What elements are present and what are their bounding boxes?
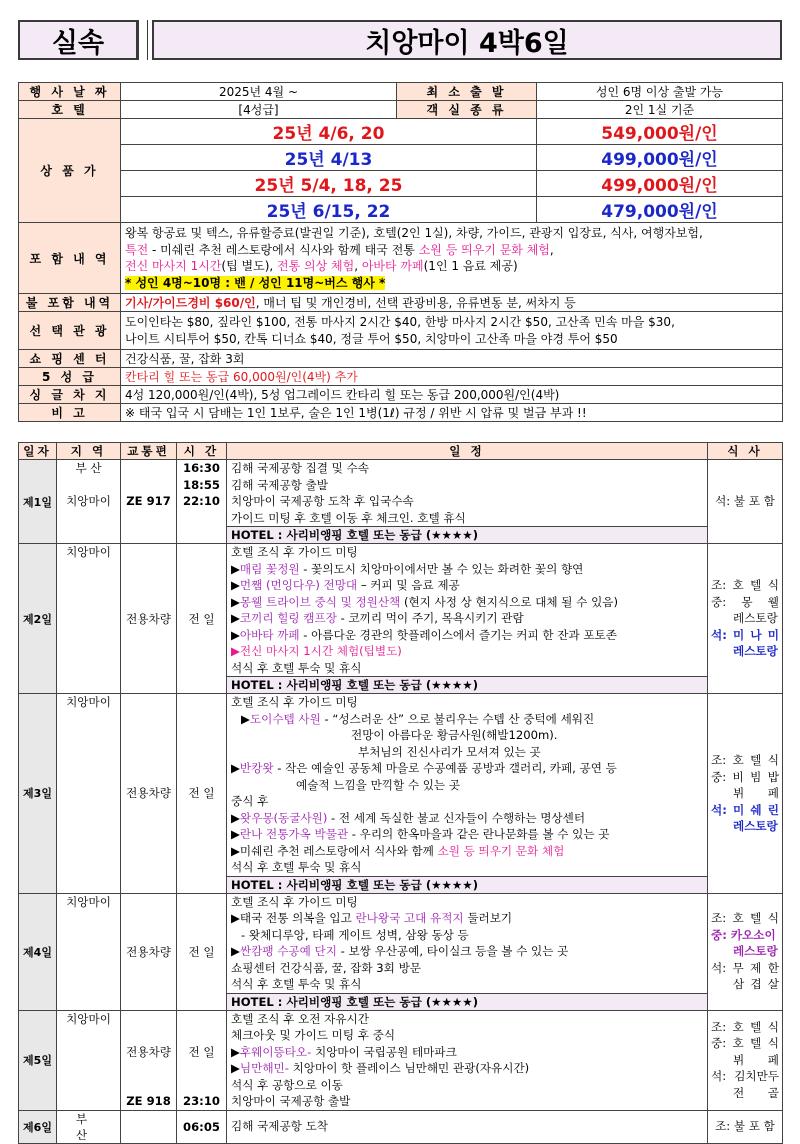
room-label: 객 실 종 류	[397, 101, 537, 119]
meal-cell: 조: 호 텔 식 중: 카오소이 레스토랑 석: 무 제 한 삼 겹 살	[708, 893, 783, 1010]
day-label: 제4일	[19, 893, 57, 1010]
include-label: 포 함 내 역	[19, 223, 121, 294]
price-date: 25년 5/4, 18, 25	[121, 171, 537, 197]
col-region: 지 역	[57, 443, 121, 460]
hotel-line: HOTEL : 사리비앵핑 호텔 또는 동급 (★★★★)	[227, 676, 707, 693]
price-date: 25년 4/6, 20	[121, 119, 537, 145]
option-value: 도이인타논 $80, 짚라인 $100, 전통 마사지 2시간 $40, 한방 마사지 2시간 $50, 고산족 민속 마을 $30, 나이트 시티투어 $50, 칸톡 디너쇼 $40, 정글 투어 $50, 치앙마이 고산족 마을 야경 투어 $50	[121, 312, 783, 350]
region-cell: 치앙마이	[57, 1010, 121, 1110]
time-cell: 06:05	[177, 1110, 227, 1143]
note-label: 비 고	[19, 404, 121, 422]
day-row	[19, 893, 783, 1010]
shop-value: 건강식품, 꿀, 잡화 3회	[121, 350, 783, 368]
transport-cell	[121, 1110, 177, 1143]
region-cell: 부 산	[57, 1110, 121, 1143]
transport-cell: 전용차량	[121, 544, 177, 694]
five-star-value: 칸타리 힐 또는 동급 60,000원/인(4박) 추가	[121, 368, 783, 386]
day-row	[19, 460, 783, 544]
shop-label: 쇼 핑 센 터	[19, 350, 121, 368]
option-label: 선 택 관 광	[19, 312, 121, 350]
include-value: 왕복 항공료 및 텍스, 유류할증료(발권일 기준), 호텔(2인 1실), 차량, 가이드, 관광지 입장료, 식사, 여행자보험, 특전 - 미쉐린 추천 레스토랑에서 식사와 함께 태국 전통 소원 등 띄우기 문화 체험, 전신 마사지 1시간(팁 별도), 전통 의상 체험, 아바타 까페(1인 1 음료 제공) * 성인 4명~10명 : 밴 / 성인 11명~버스 행사 *	[121, 223, 783, 294]
departure-value: 2025년 4월 ~	[121, 83, 397, 101]
transport-cell: 전용차량	[121, 893, 177, 1010]
meal-cell: 조: 호 텔 식 중: 몽 웰 레스토랑 석: 미 나 미 레스토랑	[708, 544, 783, 694]
price-amount: 499,000원/인	[537, 171, 783, 197]
min-label: 최 소 출 발	[397, 83, 537, 101]
day-row	[19, 544, 783, 694]
price-date: 25년 6/15, 22	[121, 197, 537, 223]
col-time: 시 간	[177, 443, 227, 460]
col-meal: 식 사	[708, 443, 783, 460]
single-label: 싱 글 차 지	[19, 386, 121, 404]
five-star-label: 5 성 급	[19, 368, 121, 386]
day-row	[19, 1010, 783, 1110]
hotel-value: [4성급]	[121, 101, 397, 119]
itinerary-table	[18, 442, 783, 1144]
page-title: 치앙마이 4박6일	[152, 20, 782, 60]
meal-cell: 조: 호 텔 식 중: 호 텔 식 뷔 페 석: 김치만두 전 골	[708, 1010, 783, 1110]
vehicle-note: * 성인 4명~10명 : 밴 / 성인 11명~버스 행사 *	[125, 275, 386, 290]
time-cell: 전 일	[177, 694, 227, 894]
tag-label: 실속	[18, 20, 138, 60]
region-cell: 치앙마이	[57, 694, 121, 894]
time-cell: 전 일 23:10	[177, 1010, 227, 1110]
price-amount: 499,000원/인	[537, 145, 783, 171]
hotel-label: 호 텔	[19, 101, 121, 119]
time-cell: 16:30 18:55 22:10	[177, 460, 227, 544]
day-label: 제3일	[19, 694, 57, 894]
schedule-cell: 호텔 조식 후 가이드 미팅 ▶매림 꽃정원 - 꽃의도시 치앙마이에서만 볼 수 있는 화려한 꽃의 향연 ▶먼쨈 (먼잉다우) 전망대 – 커피 및 음료 제공 ▶몽웰 트라이브 중식 및 정원산책 (현지 사정 상 현지식으로 대체 될 수 있음) ▶코끼리 힐링 캠프장 - 코끼리 먹이 주기, 목욕시키기 관람 ▶아바타 까페 - 아름다운 경관의 핫플레이스에서 즐기는 커피 한 잔과 포토존 ▶전신 마사지 1시간 체험(팁별도) 석식 후 호텔 투숙 및 휴식 HOTEL : 사리비앵핑 호텔 또는 동급 (★★★★)	[227, 544, 708, 694]
day-label: 제5일	[19, 1010, 57, 1110]
room-value: 2인 1실 기준	[537, 101, 783, 119]
day-label: 제6일	[19, 1110, 57, 1143]
region-cell: 부 산 치앙마이	[57, 460, 121, 544]
meal-cell: 석: 불 포 함	[708, 460, 783, 544]
time-cell: 전 일	[177, 893, 227, 1010]
transport-cell: ZE 917	[121, 460, 177, 544]
price-amount: 479,000원/인	[537, 197, 783, 223]
region-cell: 치앙마이	[57, 893, 121, 1010]
time-cell: 전 일	[177, 544, 227, 694]
exclude-value: 기사/가이드경비 $60/인, 매너 팁 및 개인경비, 선택 관광비용, 유류변동 분, 써차지 등	[121, 294, 783, 312]
price-date: 25년 4/13	[121, 145, 537, 171]
meal-cell: 조: 불 포 함	[708, 1110, 783, 1143]
day-row	[19, 694, 783, 894]
schedule-cell: 김해 국제공항 도착	[227, 1110, 708, 1143]
hotel-line: HOTEL : 사리비앵핑 호텔 또는 동급 (★★★★)	[227, 876, 707, 893]
region-cell: 치앙마이	[57, 544, 121, 694]
single-value: 4성 120,000원/인(4박), 5성 업그레이드 칸타리 힐 또는 동급 200,000원/인(4박)	[121, 386, 783, 404]
schedule-cell: 김해 국제공항 집결 및 수속 김해 국제공항 출발 치앙마이 국제공항 도착 후 입국수속 가이드 미팅 후 호텔 이동 후 체크인. 호텔 휴식 HOTEL : 사리비앵핑 호텔 또는 동급 (★★★★)	[227, 460, 708, 544]
day-row	[19, 1110, 783, 1143]
meal-cell: 조: 호 텔 식 중: 비 빔 밥 뷔 페 석: 미 쉐 린 레스토랑	[708, 694, 783, 894]
departure-label: 행 사 날 짜	[19, 83, 121, 101]
day-label: 제2일	[19, 544, 57, 694]
price-label: 상 품 가	[19, 119, 121, 223]
schedule-cell: 호텔 조식 후 오전 자유시간 체크아웃 및 가이드 미팅 후 중식 ▶후웨이뜽타오- 치앙마이 국립공원 테마파크 ▶님만해민- 치앙마이 핫 플레이스 님만해민 관광(자유시간) 석식 후 공항으로 이동 치앙마이 국제공항 출발	[227, 1010, 708, 1110]
header-divider	[138, 20, 148, 60]
price-amount: 549,000원/인	[537, 119, 783, 145]
exclude-label: 불 포함 내역	[19, 294, 121, 312]
transport-cell: 전용차량 ZE 918	[121, 1010, 177, 1110]
day-label: 제1일	[19, 460, 57, 544]
note-value: ※ 태국 입국 시 담배는 1인 1보루, 술은 1인 1병(1ℓ) 규정 / 위반 시 압류 및 벌금 부과 !!	[121, 404, 783, 422]
schedule-cell: 호텔 조식 후 가이드 미팅 ▶도이수텝 사원 - “성스러운 산” 으로 불리우는 수텝 산 중턱에 세워진 전망이 아름다운 황금사원(해발1200m). 부처님의 진신사리가 모셔져 있는 곳 ▶반캉왓 - 작은 예술인 공동체 마을로 수공예품 공방과 갤러리, 카페, 공연 등 예술적 느낌을 만끽할 수 있는 곳 중식 후 ▶왓우몽(동굴사원) - 전 세계 독실한 불교 신자들이 수행하는 명상센터 ▶란나 전통가옥 박물관 - 우리의 한옥마을과 같은 란나문화를 볼 수 있는 곳 ▶미쉐린 추천 레스토랑에서 식사와 함께 소원 등 띄우기 문화 체험 석식 후 호텔 투숙 및 휴식 HOTEL : 사리비앵핑 호텔 또는 동급 (★★★★)	[227, 694, 708, 894]
min-value: 성인 6명 이상 출발 가능	[537, 83, 783, 101]
col-day: 일자	[19, 443, 57, 460]
col-schedule: 일 정	[227, 443, 708, 460]
col-transport: 교통편	[121, 443, 177, 460]
info-table	[18, 82, 783, 422]
hotel-line: HOTEL : 사리비앵핑 호텔 또는 동급 (★★★★)	[227, 526, 707, 543]
hotel-line: HOTEL : 사리비앵핑 호텔 또는 동급 (★★★★)	[227, 993, 707, 1010]
schedule-cell: 호텔 조식 후 가이드 미팅 ▶태국 전통 의복을 입고 란나왕국 고대 유적지 둘러보기 - 왓체디루앙, 타페 게이트 성벽, 삼왕 동상 등 ▶싼캄팽 수공예 단지 - 보쌍 우산공예, 타이실크 등을 볼 수 있는 곳 쇼핑센터 건강식품, 꿀, 잡화 3회 방문 석식 후 호텔 투숙 및 휴식 HOTEL : 사리비앵핑 호텔 또는 동급 (★★★★)	[227, 893, 708, 1010]
transport-cell: 전용차량	[121, 694, 177, 894]
